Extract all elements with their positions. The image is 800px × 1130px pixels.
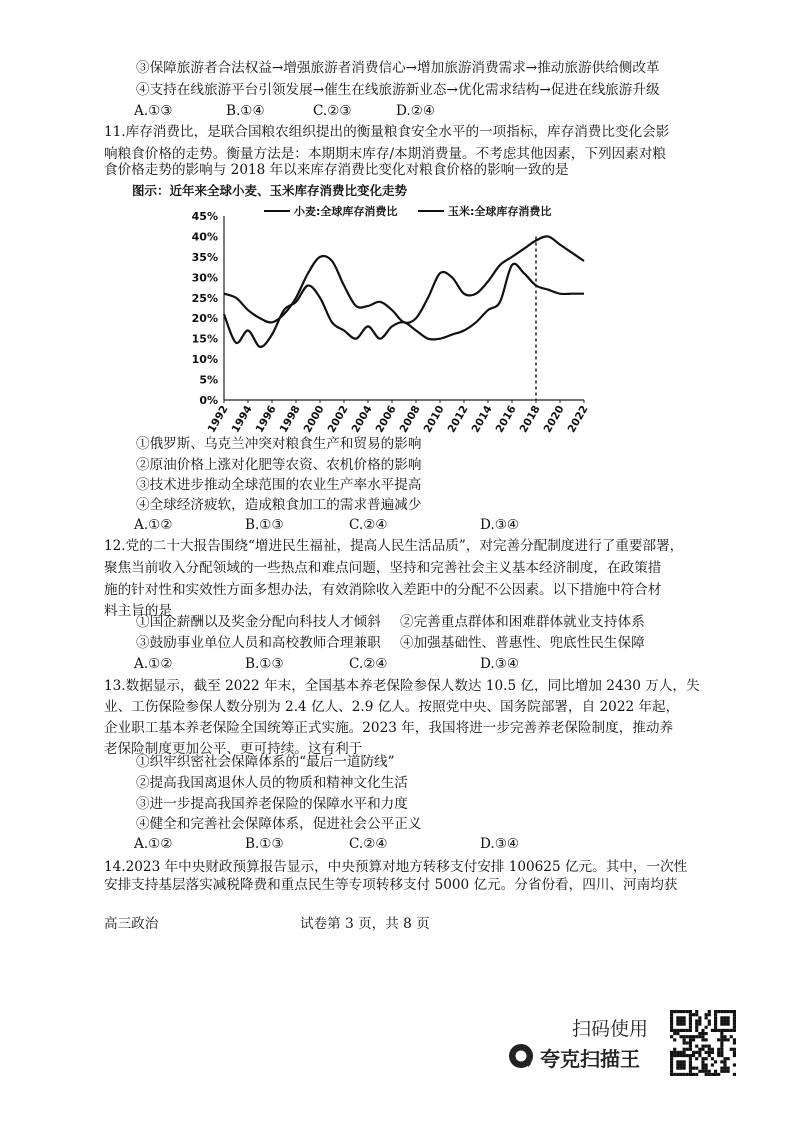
x-tick-label: 2002 — [325, 403, 351, 435]
q11-option-c: C.②④ — [349, 517, 388, 533]
q10-option-c: C.②③ — [313, 103, 352, 119]
q13-option-a: A.①② — [134, 836, 173, 852]
q13-option-b: B.①③ — [245, 836, 284, 852]
q10-option-a: A.①③ — [134, 103, 173, 119]
q12-stem-line-2: 聚焦当前收入分配领域的一些热点和难点问题，坚持和完善社会主义基本经济制度，在政策措 — [104, 560, 662, 576]
q13-statement-4: ④健全和完善社会保障体系，促进社会公平正义 — [136, 816, 422, 832]
stock-consumption-chart — [180, 198, 610, 438]
x-tick-label: 2022 — [565, 403, 591, 435]
y-tick-label: 25% — [191, 291, 218, 305]
q13-stem-line-1: 13.数据显示，截至 2022 年末，全国基本养老保险参保人数达 10.5 亿，同比增加 2430 万人，失 — [104, 678, 700, 694]
q12-option-b: B.①③ — [245, 656, 284, 672]
x-tick-label: 2018 — [517, 403, 543, 435]
x-tick-label: 2004 — [349, 403, 375, 435]
q10-statement-3: ③保障旅游者合法权益→增强旅游者消费信心→增加旅游消费需求→推动旅游供给侧改革 — [136, 60, 660, 76]
q13-stem-line-2: 业、工伤保险参保人数分别为 2.4 亿人、2.9 亿人。按照党中央、国务院部署，自 2022 年起， — [104, 699, 680, 715]
q13-statement-3: ③进一步提高我国养老保险的保障水平和力度 — [136, 796, 408, 812]
x-tick-label: 1994 — [229, 403, 255, 435]
q12-stem-line-3: 施的针对性和实效性方面多想办法，有效消除收入差距中的分配不公因素。以下措施中符合材 — [104, 582, 662, 598]
q10-option-d: D.②④ — [396, 103, 436, 119]
x-tick-label: 2010 — [421, 403, 447, 435]
q13-statement-2: ②提高我国离退休人员的物质和精神文化生活 — [136, 775, 408, 791]
q13-option-d: D.③④ — [480, 836, 520, 852]
legend-item-corn: 玉米:全球库存消费比 — [448, 205, 552, 218]
q13-statement-1: ①织牢织密社会保障体系的“最后一道防线” — [136, 754, 395, 770]
q11-stem-line-2: 响粮食价格的走势。衡量方法是：本期期末库存/本期消费量。不考虑其他因素，下列因素对粮 — [104, 146, 666, 162]
chart-title: 图示：近年来全球小麦、玉米库存消费比变化走势 — [132, 183, 408, 198]
x-tick-label: 2016 — [493, 403, 519, 435]
x-tick-label: 2020 — [541, 403, 567, 435]
q12-option-c: C.②④ — [349, 656, 388, 672]
q11-stem-line-1: 11.库存消费比，是联合国粮农组织提出的衡量粮食安全水平的一项指标，库存消费比变化会影 — [104, 124, 670, 140]
y-tick-label: 30% — [191, 271, 218, 285]
x-tick-label: 2008 — [397, 403, 423, 435]
q13-stem-line-4: 老保险制度更加公平、更可持续。这有利于 — [104, 741, 363, 757]
q14-stem-line-1: 14.2023 年中央财政预算报告显示，中央预算对地方转移支付安排 100625 亿元。其中，一次性 — [104, 859, 688, 875]
q11-statement-2: ②原油价格上涨对化肥等农资、农机价格的影响 — [136, 457, 422, 473]
q12-option-d: D.③④ — [480, 656, 520, 672]
q11-stem-line-3: 食价格走势的影响与 2018 年以来库存消费比变化对粮食价格的影响一致的是 — [104, 162, 569, 178]
q12-option-a: A.①② — [134, 656, 173, 672]
qr-code-icon[interactable] — [670, 1010, 736, 1076]
scan-label: 扫码使用 — [572, 1018, 649, 1040]
q13-stem-line-3: 企业职工基本养老保险全国统筹正式实施。2023 年，我国将进一步完善养老保险制度，推动养 — [104, 720, 674, 736]
quark-logo-icon — [508, 1043, 534, 1069]
x-tick-label: 2012 — [445, 403, 471, 435]
y-tick-label: 35% — [191, 250, 218, 264]
y-tick-label: 0% — [199, 394, 218, 407]
y-tick-label: 40% — [191, 230, 218, 244]
q13-option-c: C.②④ — [349, 836, 388, 852]
q12-stem-line-4: 料主旨的是 — [104, 603, 172, 619]
series-line-corn — [224, 264, 584, 347]
x-tick-label: 2006 — [373, 403, 399, 435]
footer-subject: 高三政治 — [104, 916, 159, 932]
q11-option-b: B.①③ — [245, 517, 284, 533]
q12-statement-3: ③鼓励事业单位人员和高校教师合理兼职 — [136, 635, 381, 651]
q11-option-d: D.③④ — [480, 517, 520, 533]
y-tick-label: 45% — [191, 210, 218, 223]
y-tick-label: 15% — [191, 332, 218, 346]
q12-statement-4: ④加强基础性、普惠性、兜底性民生保障 — [400, 635, 645, 651]
q10-option-b: B.①④ — [226, 103, 265, 119]
x-tick-label: 1998 — [277, 403, 303, 435]
q10-statement-4: ④支持在线旅游平台引领发展→催生在线旅游新业态→优化需求结构→促进在线旅游升级 — [136, 82, 660, 98]
q12-statement-2: ②完善重点群体和困难群体就业支持体系 — [400, 614, 645, 630]
q11-statement-1: ①俄罗斯、乌克兰冲突对粮食生产和贸易的影响 — [136, 436, 422, 452]
footer-page-info: 试卷第 3 页，共 8 页 — [300, 916, 430, 932]
y-tick-label: 20% — [191, 312, 218, 326]
q11-option-a: A.①② — [134, 517, 173, 533]
x-tick-label: 1992 — [205, 403, 231, 435]
q11-statement-4: ④全球经济疲软，造成粮食加工的需求普遍减少 — [136, 497, 422, 513]
q12-stem-line-1: 12.党的二十大报告围绕“增进民生福祉，提高人民生活品质”，对完善分配制度进行了重要部署， — [104, 538, 684, 554]
x-tick-label: 2000 — [301, 403, 327, 435]
q14-stem-line-2: 安排支持基层落实减税降费和重点民生等专项转移支付 5000 亿元。分省份看，四川、河南均获 — [104, 877, 678, 893]
x-tick-label: 1996 — [253, 403, 279, 435]
q11-statement-3: ③技术进步推动全球范围的农业生产率水平提高 — [136, 477, 422, 493]
brand-name: 夸克扫描王 — [540, 1047, 640, 1071]
legend-item-wheat: 小麦:全球库存消费比 — [294, 205, 398, 218]
x-tick-label: 2014 — [469, 403, 495, 435]
y-tick-label: 10% — [191, 353, 218, 367]
y-tick-label: 5% — [199, 373, 218, 387]
q12-statement-1: ①国企薪酬以及奖金分配向科技人才倾斜 — [136, 614, 381, 630]
